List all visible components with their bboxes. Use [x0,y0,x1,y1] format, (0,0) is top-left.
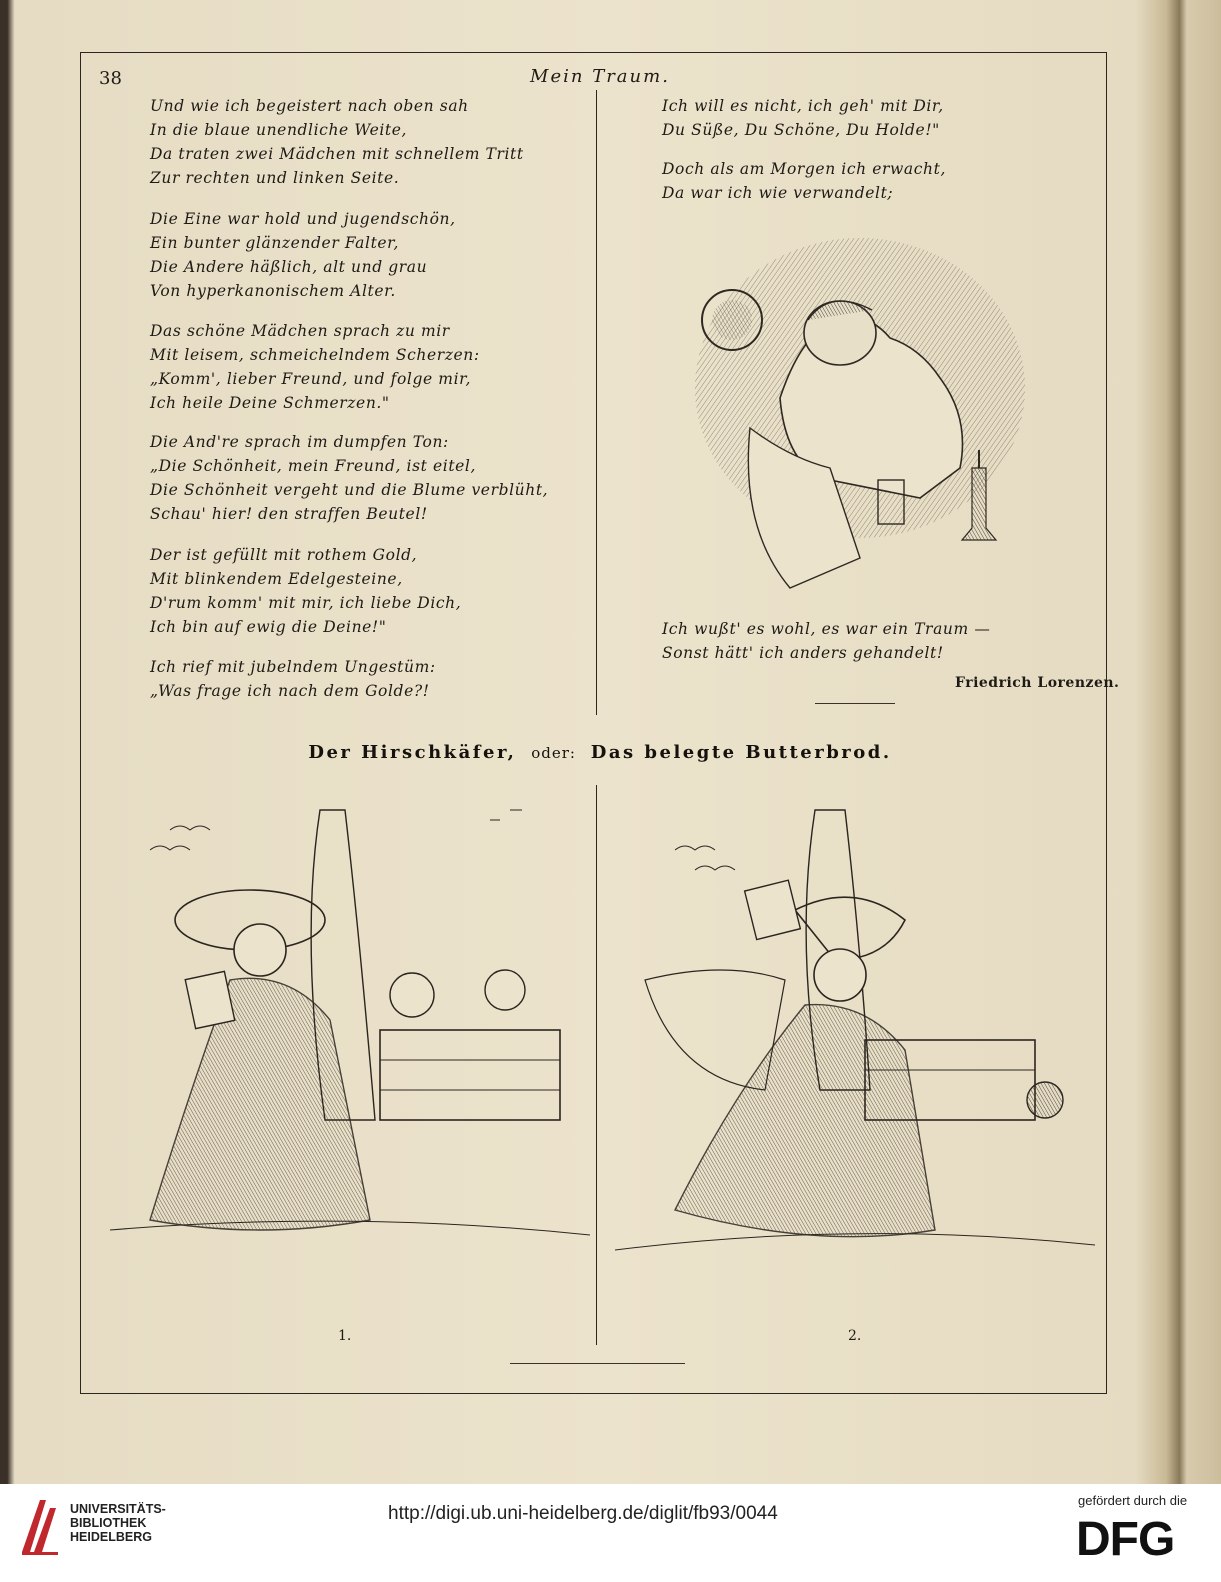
poem-line: Zur rechten und linken Seite. [150,169,400,187]
poem-line: Schau' hier! den straffen Beutel! [150,505,428,523]
poem-line: In die blaue unendliche Weite, [150,121,408,139]
panel-2-label: 2. [848,1328,862,1344]
stanza [150,655,436,703]
panel-1-label: 1. [338,1328,352,1344]
poem-line: Sonst hätt' ich anders gehandelt! [662,644,944,662]
footer-bar [0,1484,1221,1582]
poem-line: Du Süße, Du Schöne, Du Holde!" [662,121,940,139]
book [185,971,235,1028]
stanza [150,430,548,526]
poem-line: D'rum komm' mit mir, ich liebe Dich, [150,594,462,612]
poem-line: Doch als am Morgen ich erwacht, [662,160,946,178]
cartoon-title-main: Der Hirschkäfer, [308,742,517,763]
permalink-url[interactable]: http://digi.ub.uni-heidelberg.de/diglit/fb93/0044 [388,1503,778,1524]
poem-line: Der ist gefüllt mit rothem Gold, [150,546,418,564]
stanza [150,207,456,303]
poem-line: Die Andere häßlich, alt und grau [150,258,428,276]
poem-line: Mit leisem, schmeichelndem Scherzen: [150,346,480,364]
poem-line: Mit blinkendem Edelgesteine, [150,570,403,588]
cartoon-title-oder: oder: [531,744,576,762]
column-divider-top [596,90,597,715]
poem-line: Ich rief mit jubelndem Ungestüm: [150,658,436,676]
stanza [150,319,480,415]
poem-line: Von hyperkanonischem Alter. [150,282,396,300]
lady-head [814,949,866,1001]
cartoon-panel-1 [110,790,590,1260]
page-title: Mein Traum. [530,66,670,87]
stanza [662,94,944,142]
poem-line: Ich will es nicht, ich geh' mit Dir, [662,97,944,115]
poem-line: Die Schönheit vergeht und die Blume verblüht, [150,481,549,499]
boy-2-head [485,970,525,1010]
author-rule [815,703,895,704]
poem-line: Ich heile Deine Schmerzen." [150,394,390,412]
funded-by-text: gefördert durch die [1078,1493,1188,1508]
poem-author: Friedrich Lorenzen. [955,675,1120,691]
bench [380,1030,560,1120]
lady-dress [150,978,370,1230]
poem-line: „Komm', lieber Freund, und folge mir, [150,370,471,388]
lady-dress [675,1005,935,1237]
boy-1-head [390,973,434,1017]
poem-line: Die Eine war hold und jugendschön, [150,210,456,228]
dfg-logo[interactable]: DFG [1076,1513,1175,1566]
poem-line: Ich wußt' es wohl, es war ein Traum — [662,620,991,638]
library-name[interactable]: UNIVERSITÄTS- BIBLIOTHEK HEIDELBERG [70,1502,166,1544]
poem-line: Da traten zwei Mädchen mit schnellem Tritt [150,145,524,163]
column-divider-bottom [596,785,597,1345]
lady-head [234,924,286,976]
boy-head [1027,1082,1063,1118]
cartoon-panel-2 [615,790,1095,1270]
poem-line: Ich bin auf ewig die Deine!" [150,618,387,636]
page-number: 38 [99,68,122,89]
cartoon-title-sub: Das belegte Butterbrod. [590,742,892,763]
stanza [150,94,524,190]
stanza [662,157,946,205]
cartoon-title [100,742,1100,763]
poem-line: Das schöne Mädchen sprach zu mir [150,322,450,340]
poem-line: Da war ich wie verwandelt; [662,184,894,202]
university-logo-icon[interactable] [16,1494,64,1558]
stanza [662,617,990,665]
book [745,880,801,939]
bottom-rule [510,1363,685,1364]
poem-line: Und wie ich begeistert nach oben sah [150,97,469,115]
poem-line: „Die Schönheit, mein Freund, ist eitel, [150,457,477,475]
poem-line: Ein bunter glänzender Falter, [150,234,399,252]
dream-illustration [690,228,1030,608]
poem-line: „Was frage ich nach dem Golde?! [150,682,430,700]
poem-line: Die And're sprach im dumpfen Ton: [150,433,449,451]
stanza [150,543,461,639]
